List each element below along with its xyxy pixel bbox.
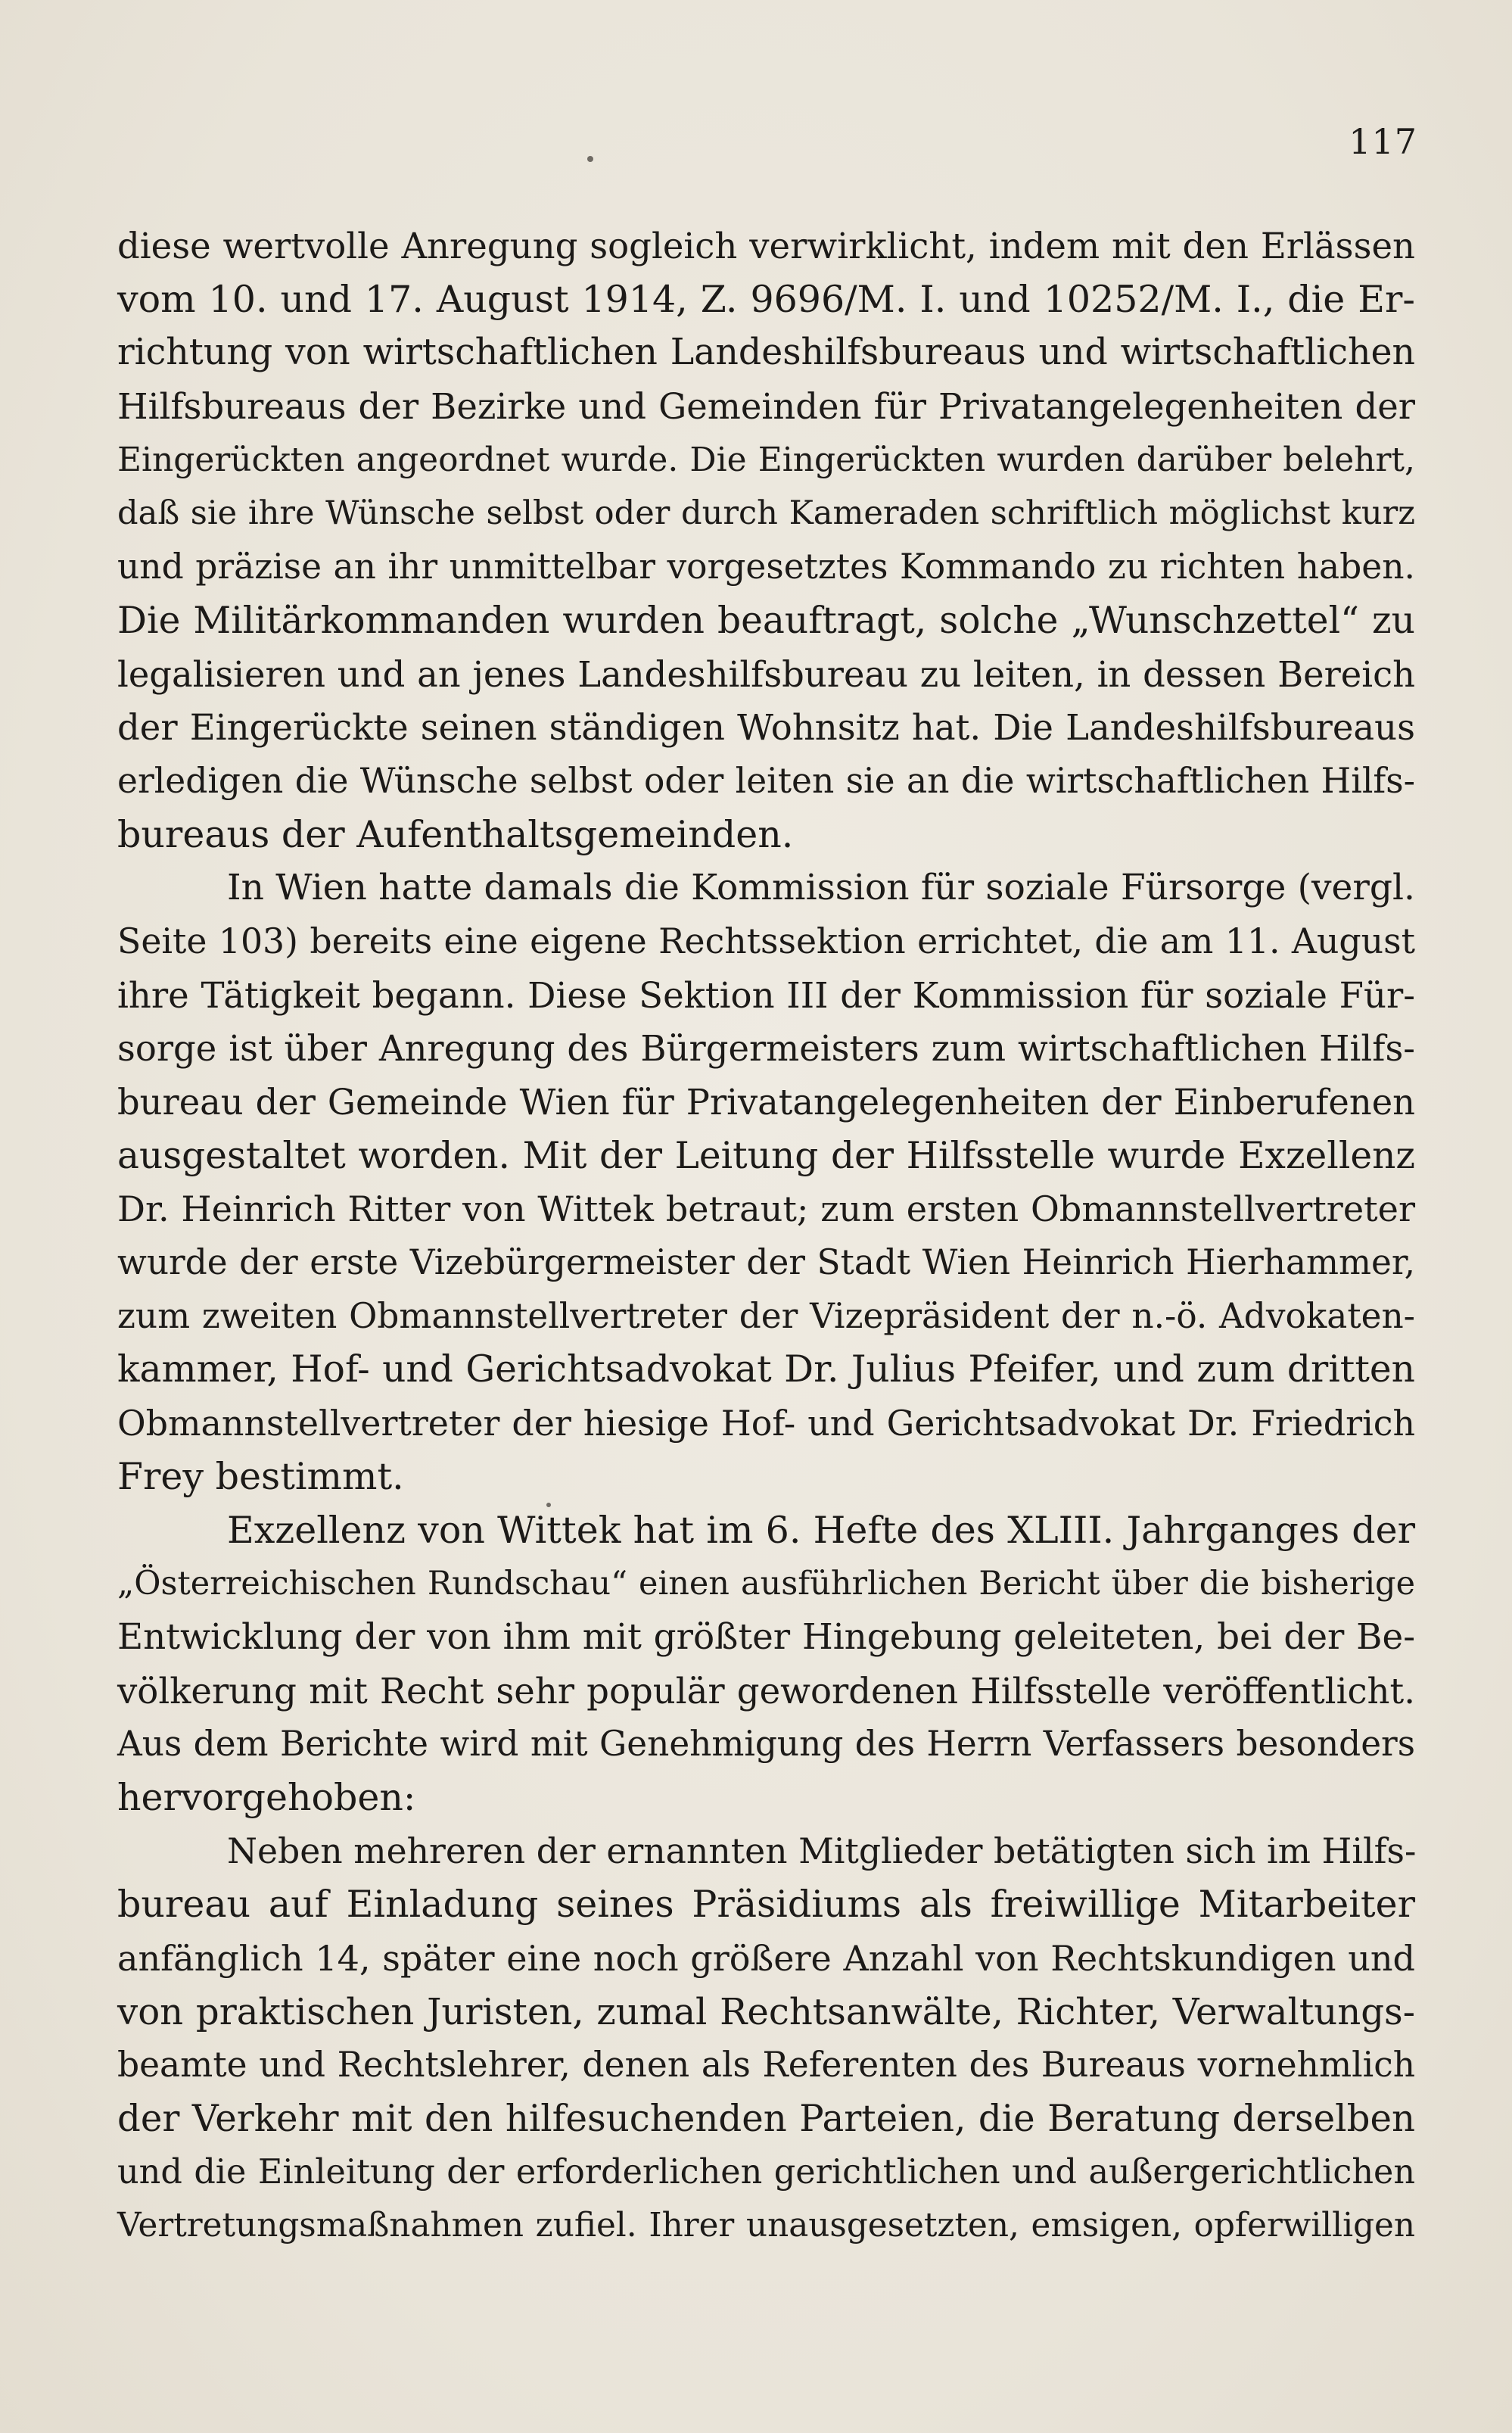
text-line: Exzellenz von Wittek hat im 6. Hefte des XLIII. Jahrganges der <box>227 1508 1415 1552</box>
text-line: anfänglich 14, später eine noch größere Anzahl von Rechtskundigen und <box>117 1938 1415 1979</box>
text-line: und die Einleitung der erforderlichen gerichtlichen und außergerichtlichen <box>117 2152 1415 2192</box>
paragraph <box>117 220 1415 861</box>
text-line: sorge ist über Anregung des Bürgermeisters zum wirtschaftlichen Hilfs- <box>117 1028 1415 1070</box>
text-line: bureau der Gemeinde Wien für Privatangelegenheiten der Einberufenen <box>117 1082 1415 1123</box>
paragraph <box>117 861 1415 1503</box>
print-speck <box>587 156 593 162</box>
text-line: der Eingerückte seinen ständigen Wohnsitz hat. Die Landeshilfsbureaus <box>117 707 1415 749</box>
text-line: „Österreichischen Rundschau“ einen ausführlichen Bericht über die bisherige <box>117 1565 1415 1603</box>
text-line: kammer, Hof- und Gerichtsadvokat Dr. Julius Pfeifer, und zum dritten <box>117 1348 1415 1391</box>
text-line: Aus dem Berichte wird mit Genehmigung des Herrn Verfassers besonders <box>117 1724 1415 1765</box>
page-number: 117 <box>1349 121 1417 162</box>
text-line: wurde der erste Vizebürgermeister der Stadt Wien Heinrich Hierhammer, <box>117 1242 1415 1283</box>
text-line: bureau auf Einladung seines Präsidiums als freiwillige Mitarbeiter <box>117 1883 1415 1927</box>
text-line: hervorgehoben: <box>117 1775 416 1819</box>
text-line: Die Militärkommanden wurden beauftragt, solche „Wunschzettel“ zu <box>117 599 1415 642</box>
text-line: ihre Tätigkeit begann. Diese Sektion III der Kommission für soziale Für- <box>117 974 1415 1016</box>
text-line: diese wertvolle Anregung sogleich verwirklicht, indem mit den Erlässen <box>117 226 1415 266</box>
text-line: von praktischen Juristen, zumal Rechtsanwälte, Richter, Verwaltungs- <box>117 1990 1415 2033</box>
text-line: richtung von wirtschaftlichen Landeshilfsbureaus und wirtschaftlichen <box>117 332 1415 374</box>
text-line: Eingerückten angeordnet wurde. Die Eingerückten wurden darüber belehrt, <box>117 440 1415 479</box>
text-line: Frey bestimmt. <box>117 1454 404 1498</box>
text-line: Seite 103) bereits eine eigene Rechtssektion errichtet, die am 11. August <box>117 921 1415 961</box>
text-line: zum zweiten Obmannstellvertreter der Vizepräsident der n.-ö. Advokaten- <box>117 1295 1415 1336</box>
text-line: erledigen die Wünsche selbst oder leiten sie an die wirtschaftlichen Hilfs- <box>117 760 1415 801</box>
paragraph <box>117 1504 1415 1825</box>
text-line: Obmannstellvertreter der hiesige Hof- und Gerichtsadvokat Dr. Friedrich <box>117 1403 1415 1444</box>
text-line: völkerung mit Recht sehr populär gewordenen Hilfsstelle veröffentlicht. <box>117 1670 1415 1712</box>
text-line: Hilfsbureaus der Bezirke und Gemeinden für Privatangelegenheiten der <box>117 386 1415 428</box>
text-line: Dr. Heinrich Ritter von Wittek betraut; zum ersten Obmannstellvertreter <box>117 1188 1415 1230</box>
text-line: und präzise an ihr unmittelbar vorgesetztes Kommando zu richten haben. <box>117 547 1415 587</box>
text-line: der Verkehr mit den hilfesuchenden Parteien, die Beratung derselben <box>117 2098 1415 2141</box>
text-line: beamte und Rechtslehrer, denen als Referenten des Bureaus vornehmlich <box>117 2045 1415 2086</box>
text-line: In Wien hatte damals die Kommission für soziale Fürsorge (vergl. <box>227 867 1415 909</box>
body-text <box>117 220 1415 2253</box>
text-line: Neben mehreren der ernannten Mitglieder betätigten sich im Hilfs- <box>227 1830 1417 1871</box>
text-line: bureaus der Aufenthaltsgemeinden. <box>117 812 794 856</box>
text-line: daß sie ihre Wünsche selbst oder durch Kameraden schriftlich möglichst kurz <box>117 494 1415 533</box>
text-line: ausgestaltet worden. Mit der Leitung der Hilfsstelle wurde Exzellenz <box>117 1134 1415 1177</box>
text-line: Entwicklung der von ihm mit größter Hingebung geleiteten, bei der Be- <box>117 1616 1415 1658</box>
text-line: vom 10. und 17. August 1914, Z. 9696/M. I. und 10252/M. I., die Er- <box>117 277 1415 321</box>
text-line: Vertretungsmaßnahmen zufiel. Ihrer unausgesetzten, emsigen, opferwilligen <box>117 2206 1415 2245</box>
text-line: legalisieren und an jenes Landeshilfsbureau zu leiten, in dessen Bereich <box>117 653 1415 695</box>
paragraph <box>117 1825 1415 2254</box>
